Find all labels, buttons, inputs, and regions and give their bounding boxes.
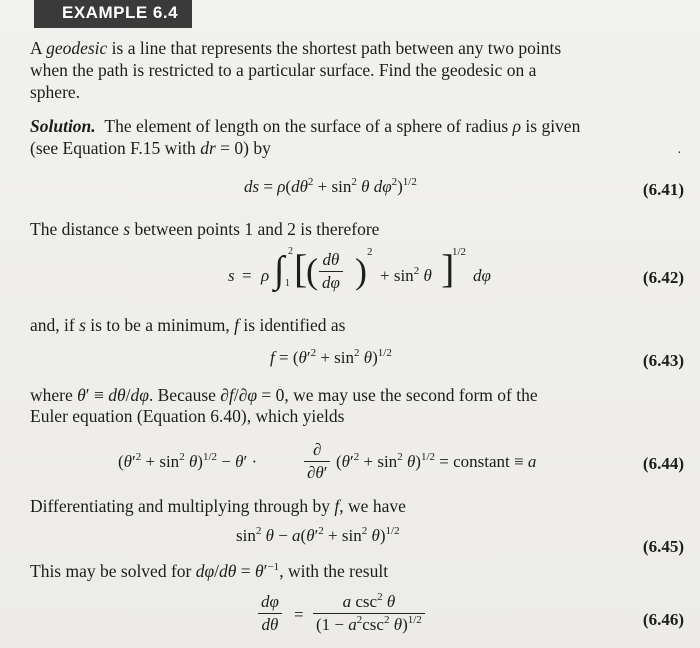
- equation-number-6-41: (6.41): [642, 180, 684, 199]
- solution-line-2: (see Equation F.15 with dr = 0) by: [30, 138, 271, 158]
- equation-6-45: $\sin^2 \theta - a(\theta'^2 + \sin^2 \theta)^{1/2}$: [236, 525, 400, 545]
- equation-number-6-45: (6.45): [642, 537, 684, 556]
- text-minimum: and, if s is to be a minimum, f is identified as: [30, 315, 346, 335]
- text-differentiating: Differentiating and multiplying through by f, we have: [30, 496, 406, 516]
- equation-number-6-43: (6.43): [642, 351, 684, 370]
- margin-dot: ·: [677, 146, 682, 161]
- textbook-page: EXAMPLE 6.4 A geodesic is a line that represents the shortest path between any two points when the path is restricted to a particular surface. Find the geodesic on a sphere. Solution. The element of length on the surface of a sphere of radius ρ is given · (see Equation F.15 with dr = 0) by ds = $\rho(d\theta^2 + \sin^2 \theta$ $d\varphi^2)^{1/2}$ (6.41) The distance s between points 1 and 2 is therefore s = ρ ∫ 2 1 [ ( $\frac{d\theta}{d\varphi}$ ) 2 + $\sin^2 \theta$ ] 1/2 dφ (6.42) and, if s is to be a minimum, f is identified as $f = (\theta'^2 + \sin^2 \theta)^{1/2}$ (6.43) where θ′ ≡ dθ/dφ. Because ∂f/∂φ = 0, we may use the second form of the Euler equation (Equation 6.40), which yields $(\theta'^2 + \sin^2 \theta)^{1/2} - \theta'$ · ∂ ∂θ′ $(\theta'^2 + \sin^2 \theta)^{1/2}$ = constant ≡ a (6.44) Differentiating and multiplying through by f, we have $\sin^2 \theta - a(\theta'^2 + \sin^2 \theta)^{1/2}$ (6.45) This may be solved for $d\varphi/d\theta = \theta'^{-1}$, with the result $\frac{d\varphi}{d\theta}$ = a $\csc^2 \theta$ ($1 - a^2\csc^2$ θ)$^{1/2}$ (6.46): [0, 0, 700, 648]
- text-where-1: where θ′ ≡ dθ/dφ. Because ∂f/∂φ = 0, we may use the second form of the: [30, 385, 538, 405]
- equation-6-43: $f = (\theta'^2 + \sin^2 \theta)^{1/2}$: [270, 347, 392, 367]
- solution-line-1: Solution. The element of length on the surface of a sphere of radius ρ is given: [30, 116, 581, 136]
- problem-line-2: when the path is restricted to a particular surface. Find the geodesic on a: [30, 60, 537, 80]
- problem-line-1: A geodesic is a line that represents the shortest path between any two points: [30, 38, 562, 58]
- solution-lead: Solution.: [30, 116, 96, 136]
- equation-number-6-44: (6.44): [642, 454, 684, 473]
- problem-line-3: sphere.: [30, 82, 81, 102]
- text-distance: The distance s between points 1 and 2 is therefore: [30, 219, 380, 239]
- equation-number-6-42: (6.42): [642, 268, 684, 287]
- text-where-2: Euler equation (Equation 6.40), which yields: [30, 406, 345, 426]
- text-solve: This may be solved for $d\varphi/d\theta = \theta'^{-1}$, with the result: [30, 561, 389, 581]
- equation-6-41: ds = $\rho(d\theta^2 + \sin^2 \theta$ $d\varphi^2)^{1/2}$: [244, 176, 417, 196]
- equation-number-6-46: (6.46): [642, 610, 684, 629]
- example-header: EXAMPLE 6.4: [34, 0, 192, 28]
